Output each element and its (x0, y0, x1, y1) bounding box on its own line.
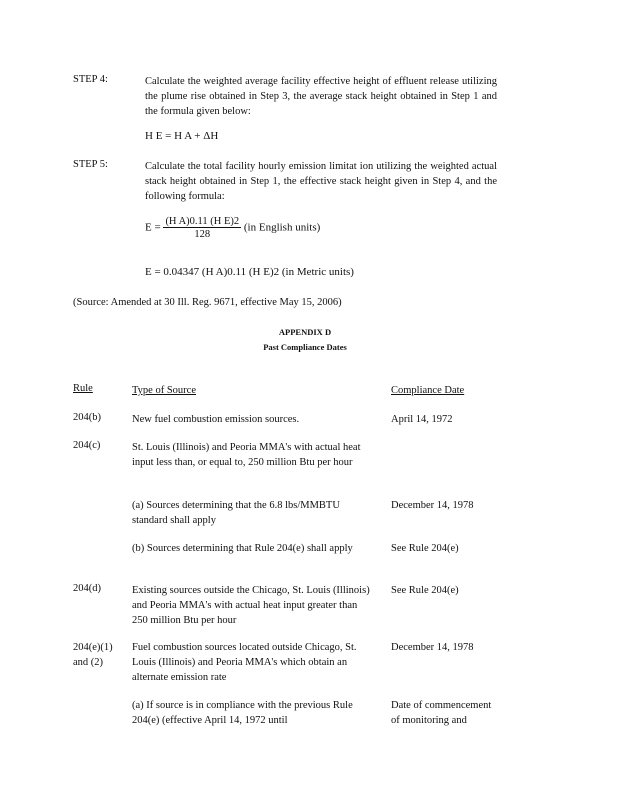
header-rule: Rule (73, 383, 93, 394)
formula-english-units: (in English units) (243, 221, 321, 234)
appendix-title: APPENDIX D (278, 327, 332, 337)
table-row-type: (a) Sources determining that the 6.8 lbs/MMBTU standard shall apply (132, 500, 340, 526)
formula-he: H E = H A + ΔH (145, 130, 219, 142)
table-row-type: New fuel combustion emission sources. (132, 414, 300, 425)
table-row-rule: 204(b) (73, 412, 101, 423)
formula-english-lhs: E = (145, 221, 161, 234)
source-note: (Source: Amended at 30 Ill. Reg. 9671, effective May 15, 2006) (73, 297, 342, 308)
formula-english (145, 216, 320, 240)
table-row-date: Date of commencement of monitoring and (391, 700, 492, 726)
table-row-date: April 14, 1972 (391, 414, 453, 425)
table-row-date: See Rule 204(e) (391, 543, 459, 554)
formula-english-numerator: (H A)0.11 (H E)2 (165, 216, 240, 227)
table-row-type: St. Louis (Illinois) and Peoria MMA's with actual heat input less than, or equal to, 250 million Btu per hour (132, 442, 361, 468)
table-row-date: December 14, 1978 (391, 500, 474, 511)
header-type: Type of Source (132, 385, 196, 396)
appendix-subtitle: Past Compliance Dates (263, 342, 347, 352)
step-5-label: STEP 5: (73, 159, 108, 170)
table-row-type: (b) Sources determining that Rule 204(e) shall apply (132, 543, 353, 554)
formula-english-denominator: 128 (194, 229, 211, 240)
table-row-type: Existing sources outside the Chicago, St. Louis (Illinois) and Peoria MMA's with actual heat input greater than 250 million Btu per hour (132, 585, 370, 626)
header-date: Compliance Date (391, 385, 465, 396)
step-4-formula (145, 130, 218, 142)
formula-metric: E = 0.04347 (H A)0.11 (H E)2 (in Metric units) (145, 266, 354, 278)
table-row-date: December 14, 1978 (391, 642, 474, 653)
table-row-rule: 204(c) (73, 440, 101, 451)
table-row-date: See Rule 204(e) (391, 585, 459, 596)
table-row-type: (a) If source is in compliance with the previous Rule 204(e) (effective April 14, 1972 until (132, 700, 353, 726)
table-row-rule: 204(d) (73, 583, 101, 594)
table-row-type: Fuel combustion sources located outside Chicago, St. Louis (Illinois) and Peoria MMA's which obtain an alternate emission rate (132, 642, 357, 683)
step-4-text: Calculate the weighted average facility effective height of effluent release utilizing the plume rise obtained in Step 3, the average stack height obtained in Step 1 and the formula given below: (145, 76, 497, 117)
formula-english-fraction (163, 216, 241, 240)
step-5-text: Calculate the total facility hourly emission limitat ion utilizing the weighted actual stack height obtained in Step 1, the effective stack height given in Step 4, and the following formula: (145, 161, 497, 202)
table-row-rule: 204(e)(1) and (2) (73, 642, 113, 668)
step-4-label: STEP 4: (73, 74, 108, 85)
